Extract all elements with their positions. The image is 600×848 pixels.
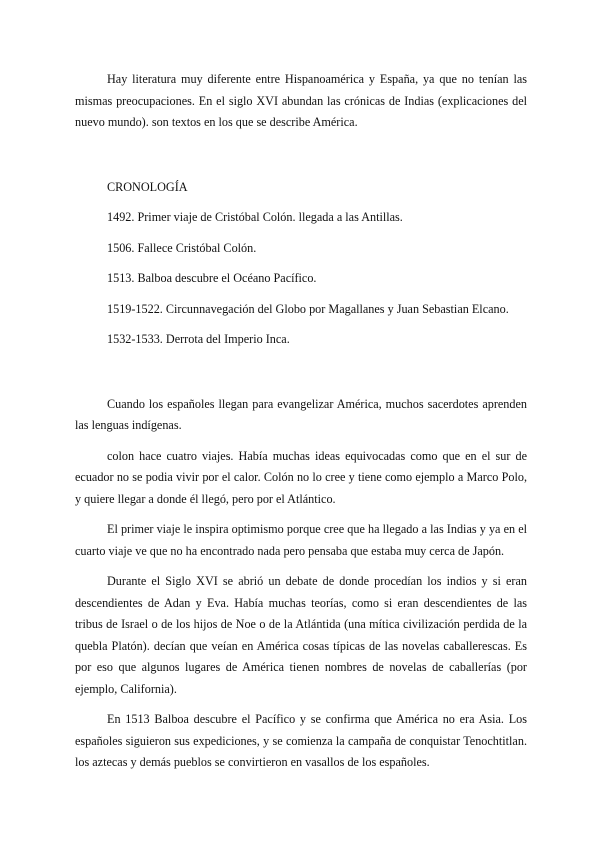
chronology-heading: CRONOLOGÍA [107, 179, 188, 194]
chronology-item-1519: 1519-1522. Circunnavegación del Globo por Magallanes y Juan Sebastian Elcano. [107, 301, 509, 316]
chronology-item-1492: 1492. Primer viaje de Cristóbal Colón. llegada a las Antillas. [107, 210, 403, 224]
paragraph-balboa: En 1513 Balboa descubre el Pacífico y se confirma que América no era Asia. Los españoles siguieron sus expediciones, y se comienza la campaña de conquistar Tenochtitlan. los aztecas y demás pueblos se convirtieron en vasallos de los españoles. [75, 712, 527, 769]
paragraph-first-voyage: El primer viaje le inspira optimismo porque cree que ha llegado a las Indias y ya en el cuarto viaje ve que no ha encontrado nada pero pensaba que estaba muy cerca de Japón. [75, 522, 527, 558]
spacer [75, 360, 527, 394]
intro-paragraph: Hay literatura muy diferente entre Hispanoamérica y España, ya que no tenían las mismas preocupaciones. En el siglo XVI abundan las crónicas de Indias (explicaciones del nuevo mundo). son textos en los que se describe América. [75, 72, 527, 129]
chronology-item-1532: 1532-1533. Derrota del Imperio Inca. [107, 332, 290, 346]
spacer [75, 143, 527, 177]
chronology-item-1513: 1513. Balboa descubre el Océano Pacífico. [107, 271, 317, 285]
chronology-item-1506: 1506. Fallece Cristóbal Colón. [107, 240, 257, 255]
document-body [75, 69, 527, 783]
paragraph-origin-debate: Durante el Siglo XVI se abrió un debate de donde procedían los indios y si eran descendientes de Adan y Eva. Había muchas teorías, como si eran descendientes de las tribus de Israel o de los hijos de Noe o de la Atlántida (una mítica civilización perdida de la quebla Platón). decían que veían en América cosas típicas de las novelas caballerescas. Es por eso que algunos lugares de América tienen nombres de novelas de caballerías (por ejemplo, California). [75, 574, 527, 696]
paragraph-evangelization: Cuando los españoles llegan para evangelizar América, muchos sacerdotes aprenden las lenguas indígenas. [75, 396, 527, 432]
paragraph-colon-voyages: colon hace cuatro viajes. Había muchas ideas equivocadas como que en el sur de ecuador no se podia vivir por el calor. Colón no lo cree y tiene como ejemplo a Marco Polo, y quiere llegar a donde él llegó, pero por el Atlántico. [75, 448, 527, 506]
